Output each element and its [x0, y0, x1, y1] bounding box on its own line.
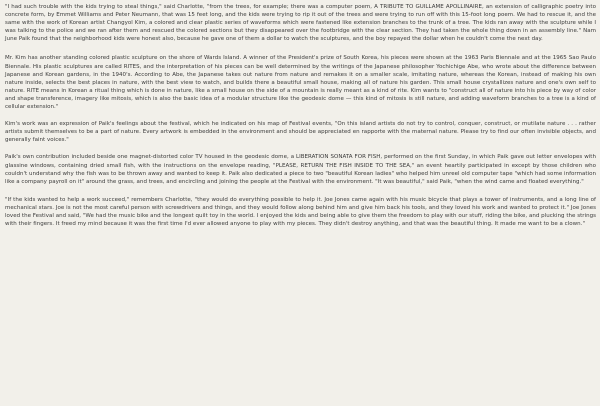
paragraph-paik-feelings: Kim's work was an expression of Paik's feelings about the festival, which he indicated on his map of Festival events, "On this island artists do not try to control, conquer, construct, or mutilate nature . . . rather artists submit themselves to be a part of nature. Every artwork is embedded in the environment and should be appreciated en rapporte with the maternal nature. Please try to find our often invisible objects, and generally faint voices.": [5, 121, 596, 144]
paragraph-joe-jones: "If the kids wanted to help a work succeed," remembers Charlotte, "they would do everything possible to help it. Joe Jones came again with his music bicycle that plays a tower of instruments, and a long line of mechanical stars. Joe is not the most careful person with screwdrivers and things, and they would follow along behind him and give him back his tools, and they loved his work and wanted to protect it." Joe Jones loved the Festival and said, "We had the music bike and the longest quilt toy in the world. I enjoyed the kids and being able to give them the freedom to play with our stuff, riding the bike, and plucking the strings with their fingers. It freed my mind because it was the first time I'd ever allowed anyone to play with my pieces. They didn't destroy anything, and that was the beautiful thing. It made me want to be a clown.": [5, 196, 596, 228]
paragraph-kim-sculpture: Mr. Kim has another standing colored plastic sculpture on the shore of Wards Island. A winner of the President's prize of South Korea, his pieces were shown at the 1963 Paris Biennale and at the 1965 Sao Paulo Biennale. His plastic sculptures are called RITES, and the interpretation of his pieces can be well determined by the writings of the Japanese philosopher Yochichige Abe, who wrote about the difference between Japanese and Korean gardens, in the 1940's. According to Abe, the Japanese takes out nature from nature and remakes it on a smaller scale, imitating nature, whereas the Korean, instead of making his own nature inside, selects the best places in nature, with the best view to watch, and builds there a beautiful small house, making all of nature his garden. This small house crystallizes nature and one's own self to nature. RITE means in Korean a ritual thing which is done in nature, like a small house on the side of a mountain is really meant as a kind of rite. Kim wants to "construct all of nature into his piece by way of color and shape transference, imagery like mitosis, which is also the basic idea of a modular structure like the geodesic dome — this kind of mitosis is still nature, and adding waveform branches to a tree is a kind of cellular extension.": [5, 55, 596, 111]
paragraph-children-stealing: "I had such trouble with the kids trying to steal things," said Charlotte, "from the trees, for example; there was a computer poem, A TRIBUTE TO GUILLAME APOLLINAIRE, an extension of calligraphic poetry into concrete form, by Emmet Williams and Peter Neumann, that was 15 feet long, and the kids were trying to rip it out of the trees and were trying to run off with this 15-foot long poem. We had to rescue it, and the same with the work of Korean artist Changyol Kim, a colored and clear plastic series of waveforms which were fastened like extension branches to the trunk of a tree. The kids ran away with the sculpture while I was talking to the police and we ran after them and rescued the colored sections but they disappeared over the footbridge with the clear section. They had taken the whole thing down in an assembly line." Nam June Paik found that the neighborhood kids were honest also, because he gave one of them a dollar to watch the sculptures, and the boy repayed the dollar when he couldn't come the next day.: [5, 4, 596, 43]
paragraph-paik-contribution: Paik's own contribution included beside one magnet-distorted color TV housed in the geodesic dome, a LIBERATION SONATA FOR FISH, performed on the first Sunday, in which Paik gave out letter envelopes with glassine windows, containing dried small fish, with the instructions on the envelope reading, "PLEASE, RETURN THE FISH INSIDE TO THE SEA," an event heartily participated in except by those children who couldn't understand why the fish was to be thrown away and wanted to keep it. Paik also dedicated a piece to two "beautiful Korean ladies" who helped him unreel old computer tape "which had some information like a company payroll on it" around the grass, and trees, and encircling and joining the people at the Festival with the environment. "It was beautiful," said Paik, "when the wind came and floated everything.": [5, 154, 596, 185]
